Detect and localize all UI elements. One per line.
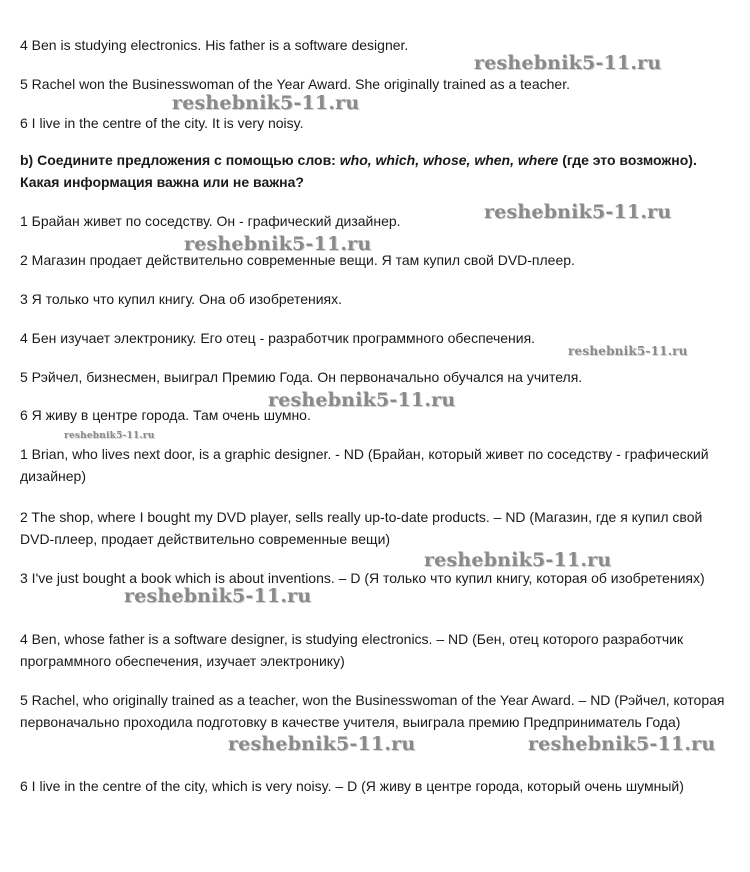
answer-6: 6 I live in the centre of the city, which is very noisy. – D (Я живу в центре города, который очень шумный) [20, 778, 684, 794]
answer-5: 5 Rachel, who originally trained as a teacher, won the Businesswoman of the Year Award. – ND (Рэйчел, которая первоначально проходила подготовку в качестве учителя, выиграла премию Предприниматель Года) [20, 692, 725, 730]
watermark: reshebnik5-11.ru [124, 585, 312, 607]
task-b-prefix: b) Соедините предложения с помощью слов: [20, 152, 340, 168]
task-b-suffix: (где это возможно). Какая информация важна или не важна? [20, 152, 697, 190]
answer-1: 1 Brian, who lives next door, is a graphic designer. - ND (Брайан, который живет по соседству - графический дизайнер) [20, 446, 709, 484]
watermark: reshebnik5-11.ru [424, 549, 612, 571]
answer-4: 4 Ben, whose father is a software designer, is studying electronics. – ND (Бен, отец которого разработчик программного обеспечения, изучает электронику) [20, 631, 684, 669]
watermark: reshebnik5-11.ru [64, 431, 155, 441]
russian-sentence-6: 6 Я живу в центре города. Там очень шумно. [20, 407, 311, 423]
task-b-words: who, which, whose, when, where [339, 152, 559, 168]
watermark: reshebnik5-11.ru [184, 233, 372, 255]
watermark: reshebnik5-11.ru [484, 201, 672, 223]
answer-3: 3 I've just bought a book which is about inventions. – D (Я только что купил книгу, которая об изобретениях) [20, 570, 705, 586]
watermark: reshebnik5-11.ru [268, 389, 456, 411]
watermark: reshebnik5-11.ru [474, 52, 662, 74]
watermark: reshebnik5-11.ru [568, 344, 688, 358]
watermark: reshebnik5-11.ru [528, 733, 716, 755]
russian-sentence-4: 4 Бен изучает электронику. Его отец - разработчик программного обеспечения. [20, 330, 536, 346]
english-sentence-4: 4 Ben is studying electronics. His father is a software designer. [20, 37, 409, 53]
russian-sentence-3: 3 Я только что купил книгу. Она об изобретениях. [20, 291, 343, 307]
english-sentence-5: 5 Rachel won the Businesswoman of the Year Award. She originally trained as a teacher. [20, 76, 570, 92]
russian-sentence-2: 2 Магазин продает действительно современные вещи. Я там купил свой DVD-плеер. [20, 252, 575, 268]
russian-sentence-1: 1 Брайан живет по соседству. Он - графический дизайнер. [20, 213, 401, 229]
english-sentence-6: 6 I live in the centre of the city. It is very noisy. [20, 115, 304, 131]
watermark: reshebnik5-11.ru [228, 733, 416, 755]
answer-2: 2 The shop, where I bought my DVD player, sells really up-to-date products. – ND (Магазин, где я купил свой DVD-плеер, продает действительно современные вещи) [20, 509, 703, 547]
task-b-heading [20, 149, 732, 193]
watermark: reshebnik5-11.ru [172, 92, 360, 114]
russian-sentence-5: 5 Рэйчел, бизнесмен, выиграл Премию Года. Он первоначально обучался на учителя. [20, 369, 583, 385]
